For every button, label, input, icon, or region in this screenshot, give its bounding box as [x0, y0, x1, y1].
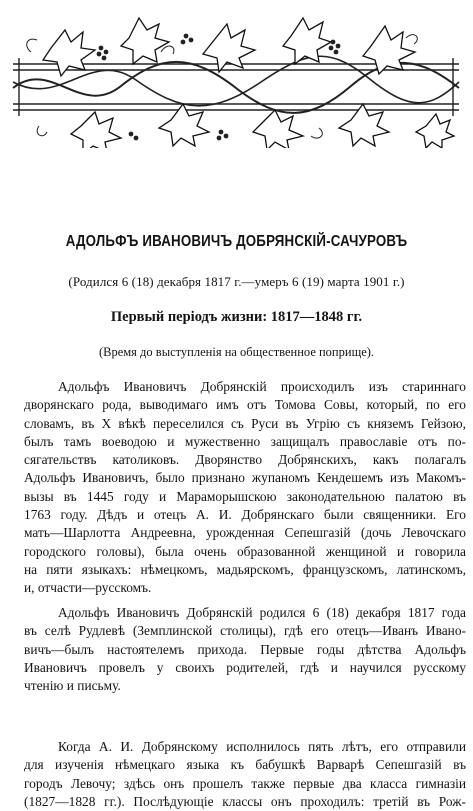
text-line: былъ тамъ воеводою и мужественно защищалъ православіе отъ по-	[24, 433, 466, 449]
text-line: городского головы), была очень образованной женщиной и говорила	[24, 543, 466, 559]
text-line: вызы въ 1445 году и Мараморышскою законодательною палатою въ	[24, 488, 466, 504]
period-note: (Время до выступленія на общественное поприще).	[98, 345, 375, 359]
text-line: Адольфъ Ивановичъ Добрянскій происходилъ изъ стариннаго	[58, 379, 466, 394]
text-line: вичъ—былъ настоятелемъ прихода. Первые годы дѣтства Адольфъ	[24, 641, 466, 657]
text-line: для изученія нѣмецкаго языка къ бабушкѣ Варварѣ Сепешгазій въ	[24, 757, 466, 773]
article-title: АДОЛЬФЪ ИВАНОВИЧЪ ДОБРЯНСКІЙ-САЧУРОВЪ	[65, 233, 408, 250]
period-heading: Первый періодъ жизни: 1817—1848 гг.	[110, 309, 363, 325]
life-dates: (Родился 6 (18) декабря 1817 г.—умеръ 6 (19) марта 1901 г.)	[68, 274, 405, 289]
text-line: мать—Шарлотта Андреевна, урожденная Сепешгазій (дочь Левочскаго	[24, 525, 466, 541]
text-line: на пяти языкахъ: нѣмецкомъ, мадьярскомъ, французскомъ, латинскомъ,	[24, 561, 466, 577]
text-line: сягательствъ католиковъ. Дворянство Добрянскихъ, какъ полагалъ	[24, 452, 466, 468]
text-line: Адольфъ Ивановичъ, было признано жупаномъ Кендешемъ изъ Макомъ-	[24, 470, 466, 486]
text-line: Адольфъ Ивановичъ Добрянскій родился 6 (18) декабря 1817 года	[58, 605, 466, 620]
text-line: 1763 году. Дѣдъ и отецъ А. И. Добрянскаго были священники. Его	[24, 507, 466, 523]
text-line: словамъ, въ X вѣкѣ переселился съ Руси въ Угрію съ княземъ Гейзою,	[24, 415, 466, 431]
text-line: (1827—1828 гг.). Послѣдующіе классы онъ проходилъ: третій въ Рож-	[24, 793, 466, 809]
text-line: и, отчасти—русскомъ.	[24, 580, 152, 596]
paragraph-2	[24, 604, 466, 695]
text-line: Когда А. И. Добрянскому исполнилось пять лѣтъ, его отправили	[58, 739, 466, 754]
text-line: Ивановичъ провелъ у своихъ родителей, гдѣ и научился русскому	[24, 659, 466, 675]
text-line: дворянскаго рода, выводимаго имъ отъ Томова Совы, который, по его	[24, 397, 466, 413]
paragraph-1	[24, 378, 466, 598]
vine-ornament-banner	[11, 8, 461, 148]
paragraph-3	[24, 738, 466, 811]
text-line: чтенію и письму.	[24, 678, 121, 694]
text-line: городъ Левочу; здѣсь онъ прошелъ также первые два класса гимназіи	[24, 775, 466, 791]
text-line: въ селѣ Рудлевѣ (Земплинской столицы), гдѣ его отецъ—Иванъ Ивано-	[24, 623, 466, 639]
